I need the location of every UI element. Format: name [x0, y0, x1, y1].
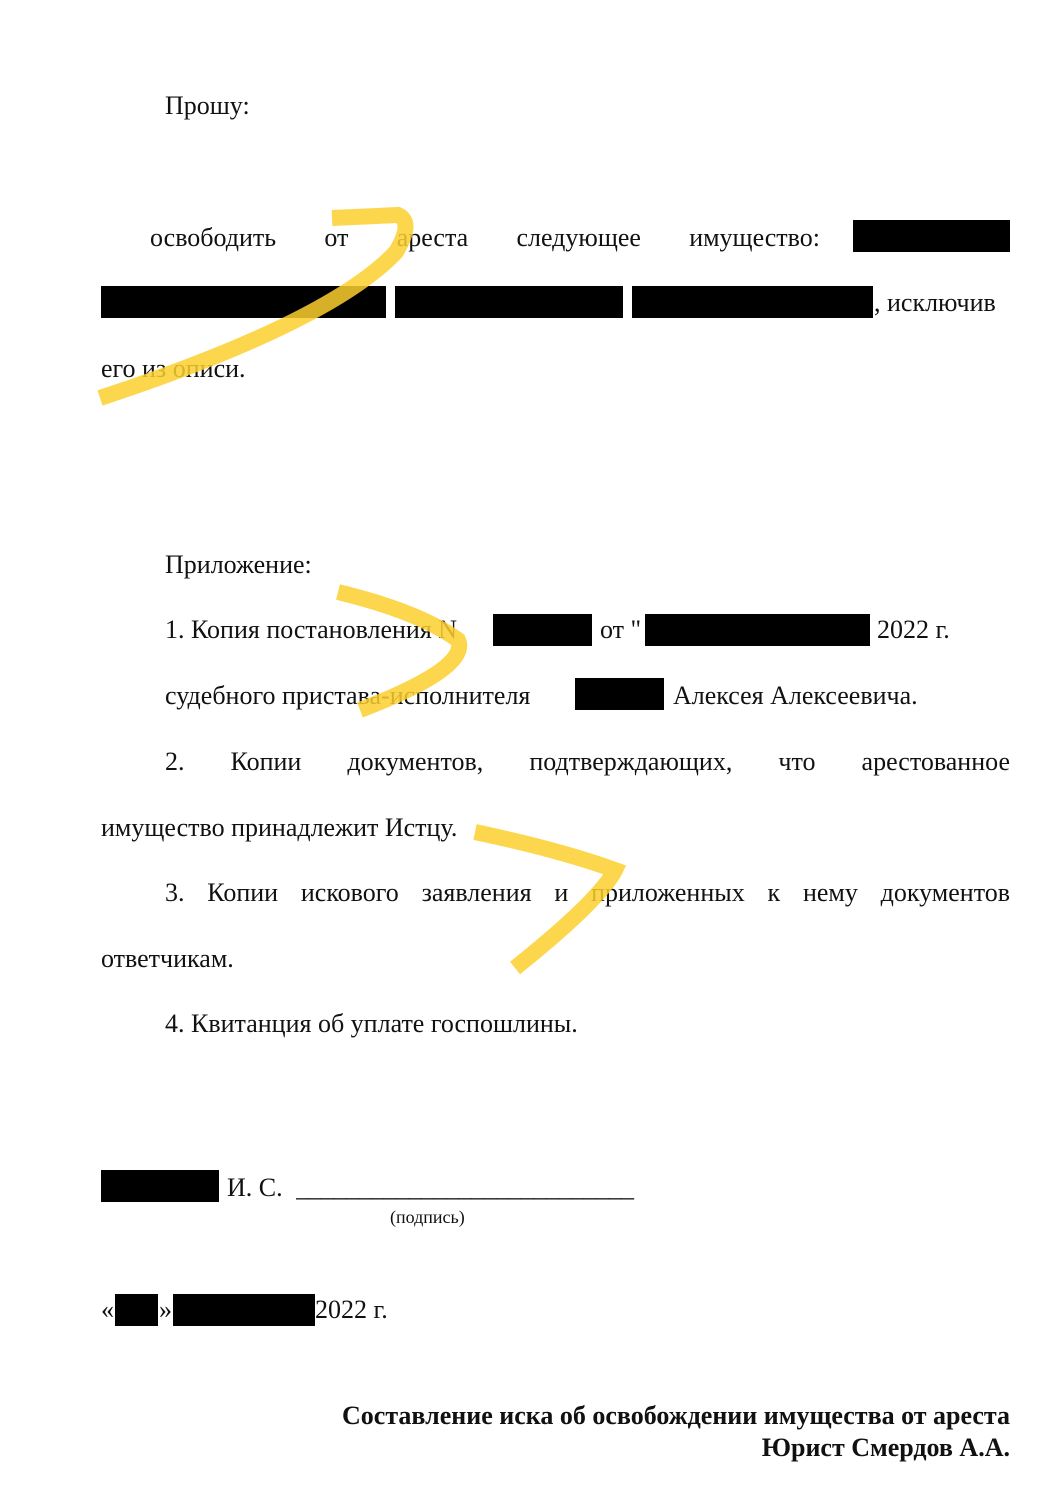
appendix-item-3-line-1: 3. Копии искового заявления и приложенных к нему документов — [165, 878, 1010, 907]
appendix-item-2-line-2: имущество принадлежит Истцу. — [101, 813, 458, 842]
footer-title: Составление иска об освобождении имущества от ареста — [342, 1401, 1010, 1430]
appendix-item-3-line-2: ответчикам. — [101, 944, 234, 973]
appendix-item-4: 4. Квитанция об уплате госпошлины. — [165, 1009, 578, 1038]
appendix-item-2-line-1: 2. Копии документов, подтверждающих, что арестованное — [165, 747, 1010, 776]
request-line-1: освободить от ареста следующее имущество: — [150, 223, 820, 252]
appendix-heading: Приложение: — [165, 550, 312, 579]
redaction-block — [395, 286, 623, 318]
appendix-item-1-year: 2022 г. — [877, 615, 950, 644]
redaction-block — [632, 286, 873, 318]
signature-line: ___________________________ — [296, 1173, 634, 1202]
signature-initials: И. С. — [227, 1173, 283, 1202]
request-heading: Прошу: — [165, 91, 250, 120]
redaction-block — [173, 1294, 315, 1326]
date-year: 2022 г. — [315, 1295, 388, 1324]
request-line-2-tail: , исключив — [874, 288, 996, 317]
redaction-block — [853, 220, 1010, 252]
redaction-block — [645, 614, 870, 646]
appendix-item-1-text: 1. Копия постановления N — [165, 615, 458, 644]
date-close-quote: » — [159, 1295, 172, 1324]
request-line-3: его из описи. — [101, 354, 246, 383]
signature-caption: (подпись) — [390, 1207, 465, 1227]
redaction-block — [493, 614, 592, 646]
redaction-block — [115, 1294, 158, 1326]
date-open-quote: « — [101, 1295, 114, 1324]
footer-author: Юрист Смердов А.А. — [761, 1433, 1010, 1462]
appendix-item-1-bailiff: судебного пристава-исполнителя — [165, 681, 531, 710]
redaction-block — [101, 286, 386, 318]
redaction-block — [101, 1170, 219, 1202]
appendix-item-1-from: от " — [600, 615, 642, 644]
appendix-item-1-name: Алексея Алексеевича. — [673, 681, 918, 710]
redaction-block — [575, 678, 664, 710]
